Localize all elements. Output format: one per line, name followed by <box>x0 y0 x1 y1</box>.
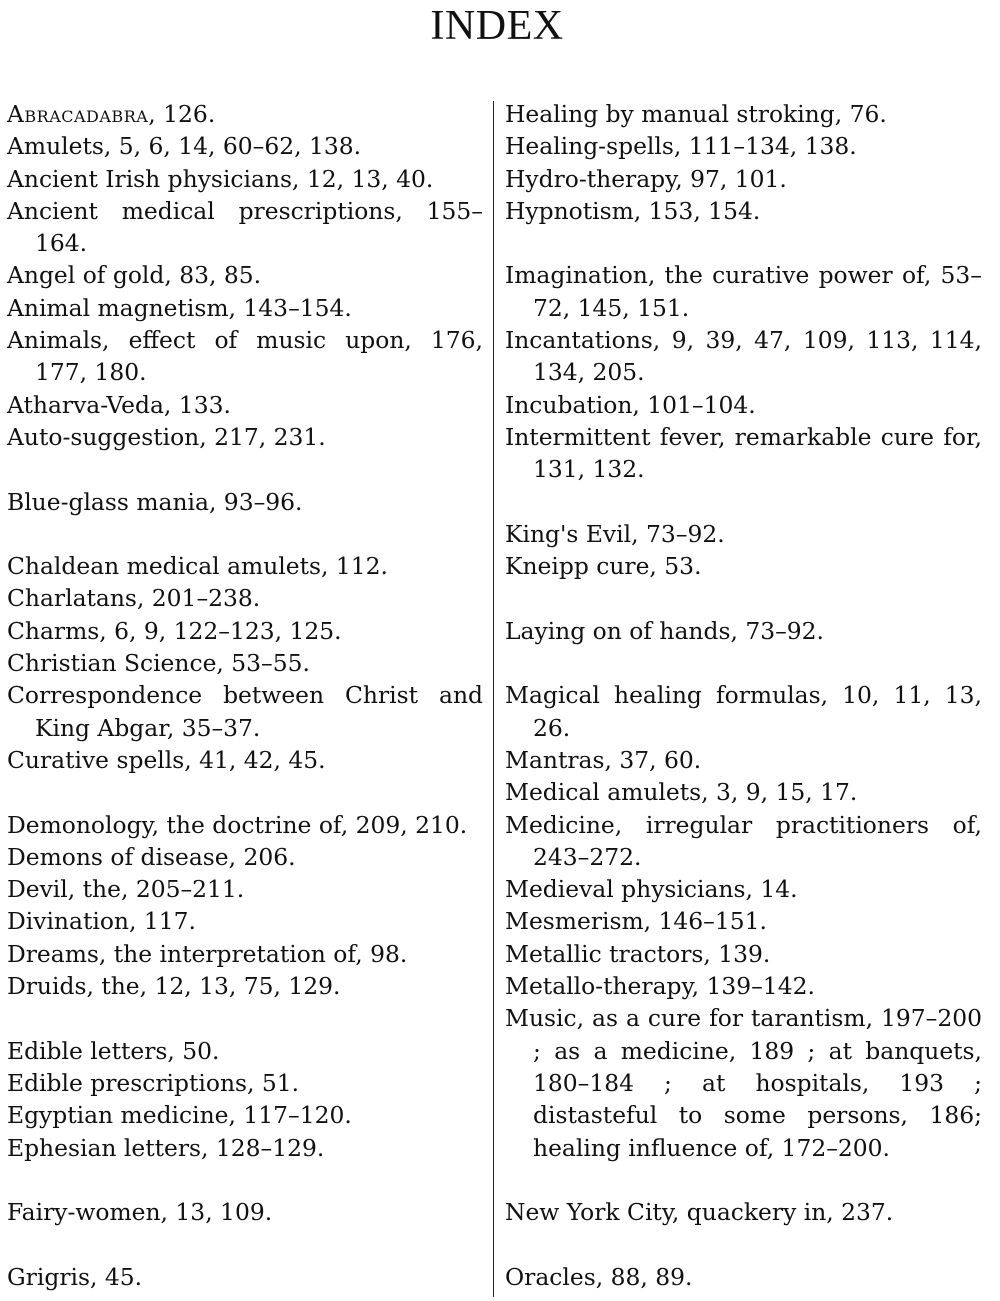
index-entry <box>7 1035 483 1067</box>
index-entry <box>505 1002 982 1163</box>
index-entry <box>505 776 982 808</box>
index-entry <box>7 389 483 421</box>
index-entry <box>7 324 483 389</box>
index-entry-text: Edible letters, 50. <box>7 1036 220 1065</box>
index-entry <box>7 1261 483 1293</box>
index-entry-text: Amulets, 5, 6, 14, 60–62, 138. <box>7 132 362 161</box>
index-entry-text: Kneipp cure, 53. <box>505 552 702 581</box>
index-entry-text: Magical healing formulas, 10, 11, 13, 26. <box>505 681 982 742</box>
index-entry-text: Oracles, 88, 89. <box>505 1262 693 1291</box>
index-entry-text: Charlatans, 201–238. <box>7 584 261 613</box>
index-entry-text: Healing by manual stroking, 76. <box>505 100 887 128</box>
index-entry-text: Medieval physicians, 14. <box>505 875 798 904</box>
column-divider <box>493 101 494 1297</box>
index-entry <box>505 809 982 874</box>
index-entry <box>505 905 982 937</box>
index-entry-text: Demonology, the doctrine of, 209, 210. <box>7 810 468 839</box>
index-entry-text: Dreams, the interpretation of, 98. <box>7 939 408 968</box>
index-entry-text: Demons of disease, 206. <box>7 842 296 871</box>
index-entry <box>7 421 483 453</box>
index-entry-text: Chaldean medical amulets, 112. <box>7 552 388 581</box>
index-entry <box>7 1067 483 1099</box>
index-entry-text: Medicine, irregular practitioners of, 243–272. <box>505 810 982 871</box>
index-entry-text: Mantras, 37, 60. <box>505 745 702 774</box>
index-entry-text: King's Evil, 73–92. <box>505 519 725 548</box>
index-entry-text: Healing-spells, 111–134, 138. <box>505 132 857 161</box>
index-entry <box>7 259 483 291</box>
index-entry <box>7 809 483 841</box>
index-entry-text: Ancient Irish physicians, 12, 13, 40. <box>7 164 434 193</box>
index-entry-text: Music, as a cure for tarantism, 197–200 ; as a medicine, 189 ; at banquets, 180–184 ; at hospitals, 193 ; distasteful to some persons, 186; healing influence of, 172–200. <box>505 1004 982 1162</box>
index-entry <box>505 679 982 744</box>
index-entry-text: Divination, 117. <box>7 907 196 936</box>
index-entry-text: Laying on of hands, 73–92. <box>505 616 824 645</box>
index-entry-text: , 126. <box>148 100 216 128</box>
index-entry <box>7 938 483 970</box>
index-column-left <box>7 98 483 1293</box>
index-entry-text: Incubation, 101–104. <box>505 390 756 419</box>
index-entry <box>505 1261 982 1293</box>
index-entry-text: Charms, 6, 9, 122–123, 125. <box>7 616 342 645</box>
index-entry <box>505 130 982 162</box>
index-entry <box>7 292 483 324</box>
index-entry-text: Auto-suggestion, 217, 231. <box>7 422 326 451</box>
index-entry <box>7 873 483 905</box>
index-entry-text: Imagination, the curative power of, 53–72, 145, 151. <box>505 261 982 322</box>
index-entry <box>7 550 483 582</box>
index-entry-text: Metallic tractors, 139. <box>505 939 771 968</box>
index-entry-text: Angel of gold, 83, 85. <box>7 261 262 290</box>
index-entry <box>505 615 982 647</box>
index-entry-text: Fairy-women, 13, 109. <box>7 1198 273 1227</box>
index-entry-text: Curative spells, 41, 42, 45. <box>7 745 326 774</box>
index-entry <box>7 130 483 162</box>
index-entry-text: Grigris, 45. <box>7 1262 143 1291</box>
index-entry <box>505 744 982 776</box>
index-entry-text: Atharva-Veda, 133. <box>7 390 231 419</box>
index-entry <box>7 1099 483 1131</box>
index-entry-text: Hypnotism, 153, 154. <box>505 196 761 225</box>
index-entry <box>505 873 982 905</box>
index-entry-text: Edible prescriptions, 51. <box>7 1068 300 1097</box>
index-entry <box>505 421 982 486</box>
index-entry-text: Druids, the, 12, 13, 75, 129. <box>7 972 341 1001</box>
index-entry <box>505 938 982 970</box>
index-entry <box>7 98 483 130</box>
index-entry-text: Blue-glass mania, 93–96. <box>7 487 303 516</box>
index-entry <box>7 486 483 518</box>
index-entry-text: Mesmerism, 146–151. <box>505 907 767 936</box>
index-entry <box>505 518 982 550</box>
index-entry <box>7 195 483 260</box>
index-entry-text: Incantations, 9, 39, 47, 109, 113, 114, 134, 205. <box>505 326 982 387</box>
index-entry <box>7 744 483 776</box>
index-entry-text: New York City, quackery in, 237. <box>505 1198 894 1227</box>
index-entry-text: Animal magnetism, 143–154. <box>7 293 352 322</box>
index-entry <box>7 582 483 614</box>
index-entry-lead: Abracadabra <box>7 100 149 128</box>
index-entry-text: Correspondence between Christ and King Abgar, 35–37. <box>7 681 483 742</box>
index-entry <box>7 647 483 679</box>
index-entry <box>505 98 982 130</box>
index-entry-text: Devil, the, 205–211. <box>7 875 245 904</box>
index-entry-text: Christian Science, 53–55. <box>7 649 310 678</box>
index-entry <box>505 970 982 1002</box>
index-entry <box>7 905 483 937</box>
index-entry-text: Hydro-therapy, 97, 101. <box>505 164 787 193</box>
index-entry <box>505 259 982 324</box>
index-entry-text: Medical amulets, 3, 9, 15, 17. <box>505 778 858 807</box>
index-entry <box>7 163 483 195</box>
index-entry-text: Animals, effect of music upon, 176, 177, 180. <box>7 326 483 387</box>
index-entry <box>505 389 982 421</box>
index-column-right <box>505 98 982 1293</box>
index-entry-text: Intermittent fever, remarkable cure for, 131, 132. <box>505 422 982 484</box>
index-entry-text: Metallo-therapy, 139–142. <box>505 972 815 1001</box>
index-entry <box>7 615 483 647</box>
index-entry <box>505 550 982 582</box>
index-entry-text: Egyptian medicine, 117–120. <box>7 1101 352 1130</box>
index-entry <box>7 841 483 873</box>
index-entry <box>505 163 982 195</box>
index-entry-text: Ephesian letters, 128–129. <box>7 1133 325 1162</box>
page-title: INDEX <box>430 3 564 49</box>
index-entry <box>7 679 483 744</box>
index-entry-text: Ancient medical prescriptions, 155–164. <box>7 196 483 258</box>
index-entry <box>505 1196 982 1228</box>
index-entry <box>7 1196 483 1228</box>
index-entry <box>505 195 982 227</box>
index-entry <box>7 1132 483 1164</box>
index-entry <box>7 970 483 1002</box>
index-entry <box>505 324 982 389</box>
